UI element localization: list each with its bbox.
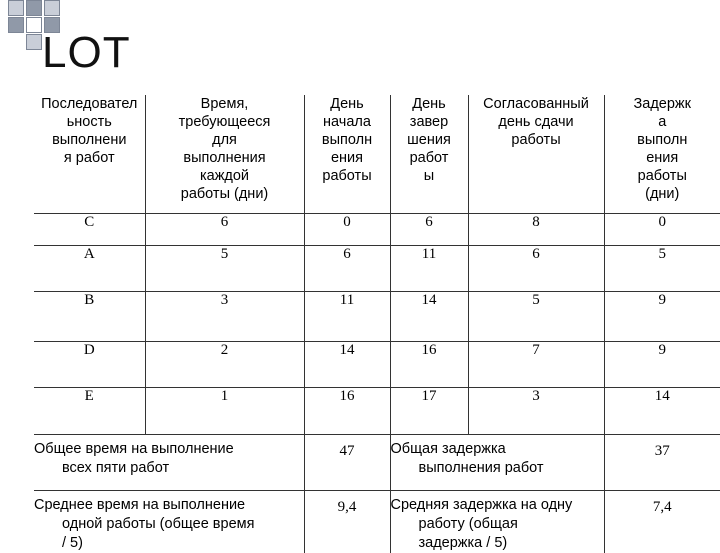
- deco-square: [26, 17, 42, 33]
- table-row: [34, 291, 720, 341]
- summary-average-delay-value: 7,4: [604, 490, 720, 553]
- summary-line: выполнения работ: [391, 459, 604, 478]
- header-start-day: [304, 95, 390, 213]
- cell-due: 7: [468, 341, 604, 387]
- cell-end: 16: [390, 341, 468, 387]
- cell-time: 2: [145, 341, 304, 387]
- header-line: Время,: [146, 95, 304, 113]
- cell-delay: 9: [604, 291, 720, 341]
- summary-row-average: [34, 490, 720, 553]
- table-row: [34, 213, 720, 245]
- header-sequence: [34, 95, 145, 213]
- summary-line: задержка / 5): [391, 534, 604, 553]
- deco-square: [8, 17, 24, 33]
- deco-square: [26, 34, 42, 50]
- summary-average-delay-label: [390, 490, 604, 553]
- summary-line: Общая задержка: [391, 440, 604, 459]
- header-line: день сдачи: [469, 113, 604, 131]
- summary-line: одной работы (общее время: [34, 515, 304, 534]
- summary-total-time-value: 47: [304, 434, 390, 490]
- cell-start: 0: [304, 213, 390, 245]
- header-line: работы (дни): [146, 185, 304, 203]
- cell-end: 17: [390, 387, 468, 434]
- header-line: шения: [391, 131, 468, 149]
- cell-due: 3: [468, 387, 604, 434]
- summary-total-delay-label: [390, 434, 604, 490]
- cell-time: 6: [145, 213, 304, 245]
- header-line: завер: [391, 113, 468, 131]
- summary-line: Общее время на выполнение: [34, 440, 304, 459]
- cell-job: D: [34, 341, 145, 387]
- deco-square: [44, 0, 60, 16]
- lot-table: [34, 95, 720, 553]
- cell-delay: 0: [604, 213, 720, 245]
- summary-average-time-value: 9,4: [304, 490, 390, 553]
- header-line: работы: [305, 167, 390, 185]
- cell-delay: 14: [604, 387, 720, 434]
- cell-due: 5: [468, 291, 604, 341]
- summary-line: всех пяти работ: [34, 459, 304, 478]
- header-line: выполн: [605, 131, 720, 149]
- header-delay: [604, 95, 720, 213]
- header-line: выполнени: [34, 131, 145, 149]
- summary-line: работу (общая: [391, 515, 604, 534]
- header-line: ьность: [34, 113, 145, 131]
- cell-start: 16: [304, 387, 390, 434]
- header-line: каждой: [146, 167, 304, 185]
- header-line: начала: [305, 113, 390, 131]
- cell-job: C: [34, 213, 145, 245]
- header-line: Задержк: [605, 95, 720, 113]
- cell-job: B: [34, 291, 145, 341]
- header-line: Последовател: [34, 95, 145, 113]
- summary-line: Среднее время на выполнение: [34, 496, 304, 515]
- cell-due: 8: [468, 213, 604, 245]
- header-line: День: [391, 95, 468, 113]
- cell-due: 6: [468, 245, 604, 291]
- header-line: работы: [605, 167, 720, 185]
- header-line: День: [305, 95, 390, 113]
- header-line: выполнения: [146, 149, 304, 167]
- header-row: [34, 95, 720, 213]
- cell-job: A: [34, 245, 145, 291]
- cell-end: 6: [390, 213, 468, 245]
- cell-delay: 5: [604, 245, 720, 291]
- summary-average-time-label: [34, 490, 304, 553]
- header-line: Согласованный: [469, 95, 604, 113]
- header-line: а: [605, 113, 720, 131]
- page-title: LOT: [42, 28, 131, 78]
- cell-start: 14: [304, 341, 390, 387]
- header-due-day: [468, 95, 604, 213]
- header-line: (дни): [605, 185, 720, 203]
- table-row: [34, 341, 720, 387]
- cell-time: 1: [145, 387, 304, 434]
- cell-delay: 9: [604, 341, 720, 387]
- cell-end: 14: [390, 291, 468, 341]
- summary-total-time-label: [34, 434, 304, 490]
- cell-job: E: [34, 387, 145, 434]
- header-line: требующееся: [146, 113, 304, 131]
- header-duration: [145, 95, 304, 213]
- header-line: ы: [391, 167, 468, 185]
- header-line: выполн: [305, 131, 390, 149]
- deco-square: [8, 0, 24, 16]
- cell-end: 11: [390, 245, 468, 291]
- cell-time: 3: [145, 291, 304, 341]
- summary-line: / 5): [34, 534, 304, 553]
- header-line: я работ: [34, 149, 145, 167]
- table-row: [34, 387, 720, 434]
- summary-total-delay-value: 37: [604, 434, 720, 490]
- cell-time: 5: [145, 245, 304, 291]
- table-row: [34, 245, 720, 291]
- summary-line: Средняя задержка на одну: [391, 496, 604, 515]
- deco-square: [26, 0, 42, 16]
- header-line: для: [146, 131, 304, 149]
- header-line: работ: [391, 149, 468, 167]
- summary-row-total: [34, 434, 720, 490]
- header-line: работы: [469, 131, 604, 149]
- header-line: ения: [605, 149, 720, 167]
- cell-start: 6: [304, 245, 390, 291]
- header-end-day: [390, 95, 468, 213]
- header-line: ения: [305, 149, 390, 167]
- cell-start: 11: [304, 291, 390, 341]
